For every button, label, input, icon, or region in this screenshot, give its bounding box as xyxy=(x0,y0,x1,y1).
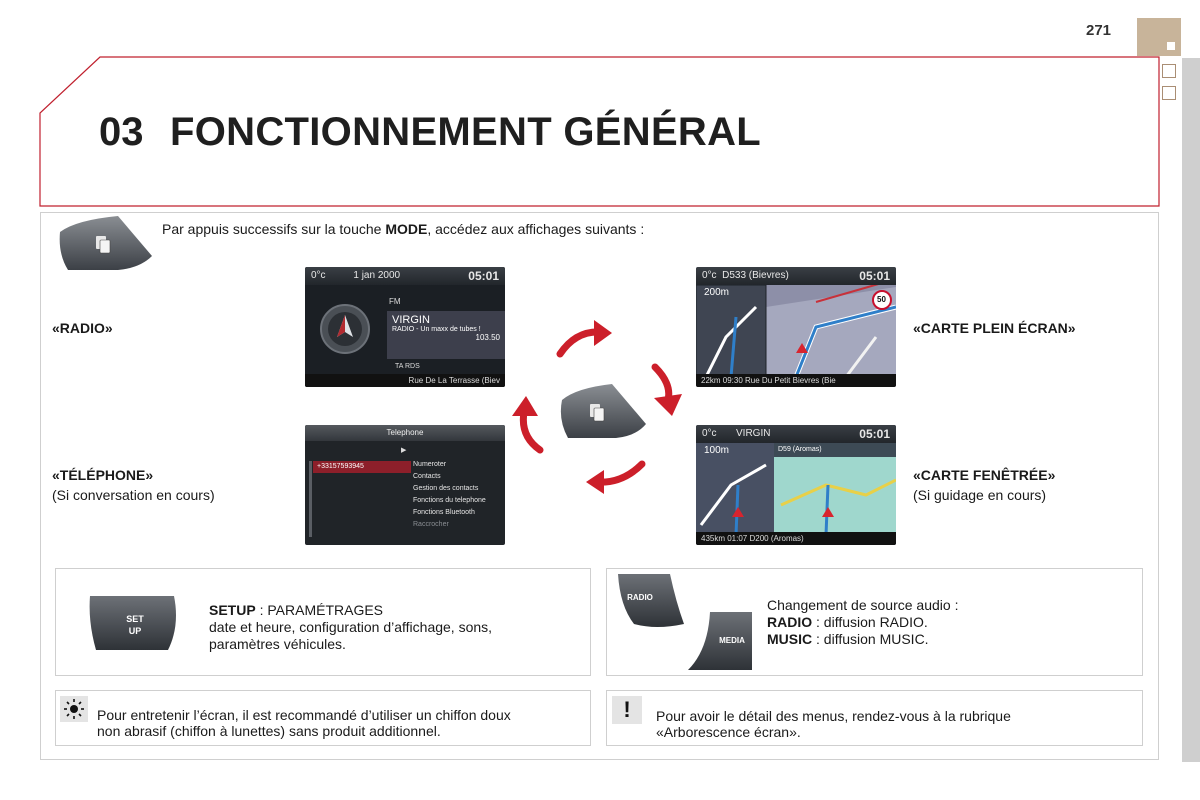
chapter-title: FONCTIONNEMENT GÉNÉRAL xyxy=(170,110,762,154)
lightbulb-icon xyxy=(60,696,88,722)
status-bar: 0°c 1 jan 2000 05:01 xyxy=(305,267,505,285)
arrow-icon xyxy=(654,367,682,416)
intro-text: Par appuis successifs sur la touche MODE, accédez aux affichages suivants : xyxy=(162,221,645,237)
status-bar: 0°c VIRGIN 05:01 xyxy=(696,425,896,443)
setup-text: SETUP : PARAMÉTRAGES date et heure, configuration d’affichage, sons, paramètres véhicules. xyxy=(209,602,493,652)
road-name: D59 (Aromas) xyxy=(778,446,822,453)
radio-label: «RADIO» xyxy=(52,320,113,336)
setup-key-line2: UP xyxy=(128,626,142,636)
arrow-icon xyxy=(586,464,642,494)
phone-contact: +33157593945 xyxy=(313,461,411,473)
distance: 200m xyxy=(704,287,730,298)
audio-text: Changement de source audio : RADIO : diffusion RADIO. MUSIC : diffusion MUSIC. xyxy=(767,597,959,647)
speed-limit: 50 xyxy=(877,295,886,304)
distance: 100m xyxy=(704,445,730,456)
band: FM xyxy=(389,297,401,306)
nav-footer: 22km 09:30 Rue Du Petit Bievres (Bie xyxy=(696,374,896,387)
station-panel: VIRGIN RADIO - Un maxx de tubes ! 103.50 xyxy=(387,311,505,359)
nav-footer: 435km 01:07 D200 (Aromas) xyxy=(696,532,896,545)
phone-menu: Numeroter Contacts Gestion des contacts Fonctions du telephone Fonctions Bluetooth Raccrocher xyxy=(413,461,486,528)
phone-title: Telephone xyxy=(305,425,505,441)
scrollbar xyxy=(309,461,312,537)
map-window-render xyxy=(696,425,896,545)
radio-key-label: RADIO xyxy=(627,593,653,602)
phone-screen xyxy=(305,425,505,545)
phone-label: «TÉLÉPHONE» (Si conversation en cours) xyxy=(52,467,215,503)
media-key xyxy=(684,610,754,674)
media-key-label: MEDIA xyxy=(719,636,745,645)
exclamation-icon: ! xyxy=(612,696,642,724)
chapter-header-frame xyxy=(0,0,1170,212)
side-strip xyxy=(1182,58,1200,762)
chapter-number: 03 xyxy=(99,110,144,154)
map-full-label: «CARTE PLEIN ÉCRAN» xyxy=(913,320,1076,336)
warning-text: Pour avoir le détail des menus, rendez-vous à la rubrique «Arborescence écran». xyxy=(656,708,1011,740)
street-name: Rue De La Terrasse (Biev xyxy=(305,374,505,387)
setup-key xyxy=(88,592,180,654)
play-icon: ▶ xyxy=(401,447,407,454)
tip-icon-bg xyxy=(60,696,88,722)
arrow-icon xyxy=(560,320,612,354)
setup-key-line1: SET xyxy=(126,614,144,624)
map-window-screen xyxy=(696,425,896,545)
mode-key-center xyxy=(561,384,646,438)
arrow-icon xyxy=(506,392,552,454)
page-number: 271 xyxy=(1086,22,1112,39)
rds-flags: TA RDS xyxy=(395,363,420,370)
status-bar: 0°c D533 (Bievres) 05:01 xyxy=(696,267,896,285)
radio-screen xyxy=(305,267,505,387)
radio-key xyxy=(616,572,686,632)
tip-text: Pour entretenir l’écran, il est recommandé d’utiliser un chiffon doux non abrasif (chiffon à lunettes) sans produit additionnel. xyxy=(97,707,511,739)
mode-key xyxy=(56,214,156,272)
compass-icon xyxy=(319,303,371,355)
map-full-screen xyxy=(696,267,896,387)
map-full-render xyxy=(696,267,896,387)
mode-cycle-diagram xyxy=(550,312,690,502)
map-window-label: «CARTE FENÊTRÉE» (Si guidage en cours) xyxy=(913,467,1056,503)
